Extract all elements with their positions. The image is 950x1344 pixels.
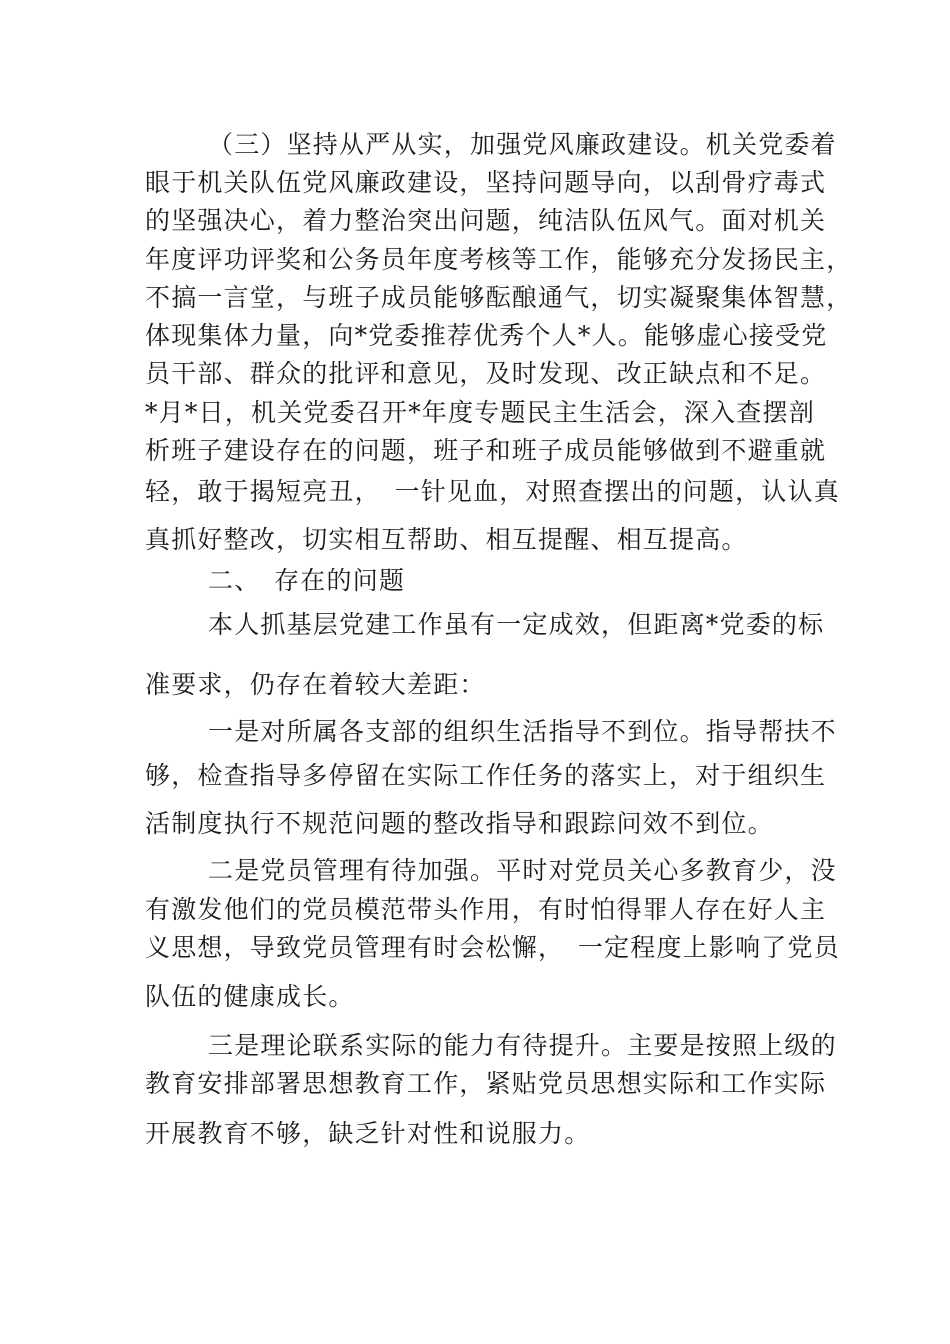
text-line: 教育安排部署思想教育工作，紧贴党员思想实际和工作实际 (145, 1069, 827, 1098)
text-line: （三）坚持从严从实，加强党风廉政建设。机关党委着 (208, 130, 837, 159)
text-line: 轻，敢于揭短亮丑， 一针见血，对照查摆出的问题，认认真 (145, 477, 840, 506)
text-line: *月*日，机关党委召开*年度专题民主生活会，深入查摆剖 (145, 398, 815, 427)
text-line: 三是理论联系实际的能力有待提升。主要是按照上级的 (208, 1031, 837, 1060)
text-line: 真抓好整改，切实相互帮助、相互提醒、相互提高。 (145, 525, 748, 554)
text-line: 准要求，仍存在着较大差距： (145, 670, 486, 699)
text-line: 活制度执行不规范问题的整改指导和跟踪问效不到位。 (145, 809, 774, 838)
text-line: 一是对所属各支部的组织生活指导不到位。指导帮扶不 (208, 717, 837, 746)
text-line: 的坚强决心，着力整治突出问题，纯洁队伍风气。面对机关 (145, 206, 827, 235)
text-line: 不搞一言堂，与班子成员能够酝酿通气，切实凝聚集体智慧， (145, 283, 853, 312)
text-line: 够，检查指导多停留在实际工作任务的落实上，对于组织生 (145, 761, 827, 790)
text-line: 义思想，导致党员管理有时会松懈， 一定程度上影响了党员 (145, 933, 840, 962)
text-line: 本人抓基层党建工作虽有一定成效，但距离*党委的标 (208, 610, 825, 639)
text-line: 开展教育不够，缺乏针对性和说服力。 (145, 1119, 591, 1148)
section-heading: 二、 存在的问题 (208, 566, 406, 595)
text-line: 年度评功评奖和公务员年度考核等工作，能够充分发扬民主， (145, 245, 853, 274)
text-line: 有激发他们的党员模范带头作用，有时怕得罪人存在好人主 (145, 895, 827, 924)
text-line: 二是党员管理有待加强。平时对党员关心多教育少，没 (208, 856, 837, 885)
text-line: 队伍的健康成长。 (145, 982, 355, 1011)
text-line: 析班子建设存在的问题，班子和班子成员能够做到不避重就 (145, 436, 827, 465)
text-line: 眼于机关队伍党风廉政建设，坚持问题导向，以刮骨疗毒式 (145, 168, 827, 197)
text-line: 体现集体力量，向*党委推荐优秀个人*人。能够虚心接受党 (145, 321, 828, 350)
text-line: 员干部、群众的批评和意见，及时发现、改正缺点和不足。 (145, 359, 827, 388)
